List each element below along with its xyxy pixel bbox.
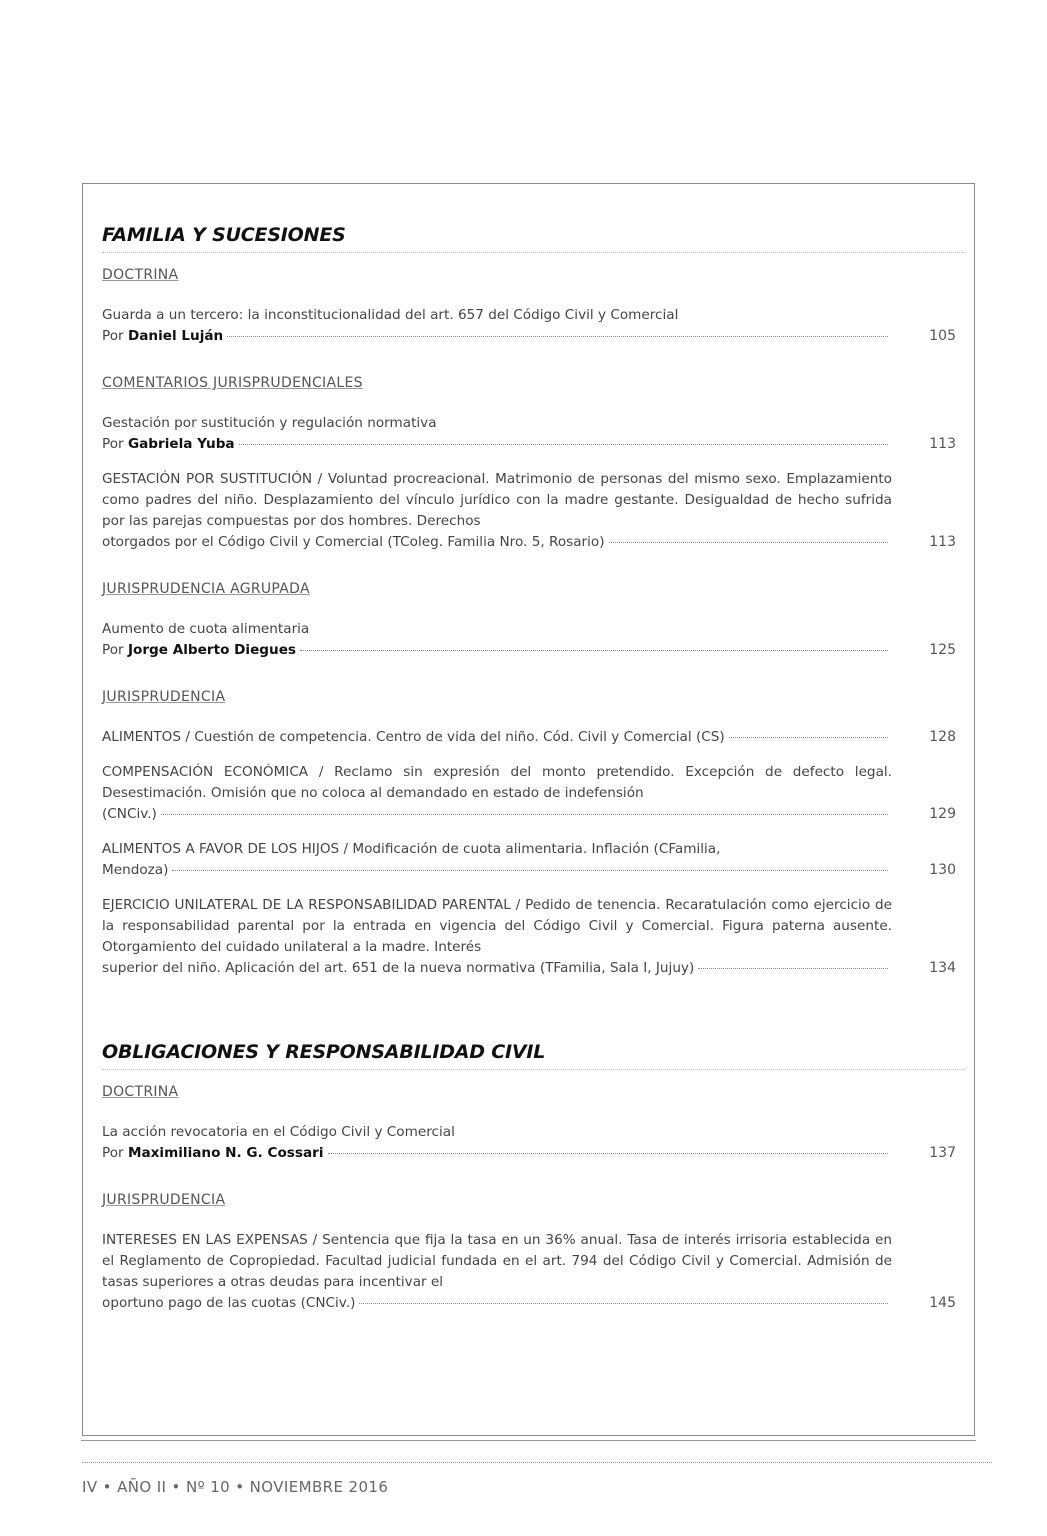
author-line — [102, 434, 892, 455]
page-number: 134 — [929, 960, 956, 976]
page-footer: IV • AÑO II • Nº 10 • NOVIEMBRE 2016 — [82, 1478, 389, 1496]
dot-leader — [227, 336, 888, 337]
author-prefix: Por — [102, 1145, 124, 1161]
dot-leader — [698, 968, 888, 969]
dot-leader — [359, 1303, 888, 1304]
entry-title: Gestación por sustitución y regulación normativa — [102, 415, 437, 431]
author-line — [102, 640, 892, 661]
subsection-heading: DOCTRINA — [102, 1084, 179, 1100]
subsection-heading: JURISPRUDENCIA AGRUPADA — [102, 581, 310, 597]
contents-frame — [82, 183, 975, 1436]
dot-leader — [328, 1153, 888, 1154]
author-name: Maximiliano N. G. Cossari — [127, 1145, 324, 1161]
entry-last-text: otorgados por el Código Civil y Comercial (TColeg. Familia Nro. 5, Rosario) — [102, 534, 605, 550]
section — [102, 1041, 964, 1336]
page-number: 128 — [929, 729, 956, 745]
entry-last-text: oportuno pago de las cuotas (CNCiv.) — [102, 1295, 356, 1311]
page-number: 137 — [929, 1145, 956, 1161]
author-name: Gabriela Yuba — [127, 436, 235, 452]
entry-body: INTERESES EN LAS EXPENSAS / Sentencia que fija la tasa en un 36% anual. Tasa de interés irrisoria establecida en el Reglamento de Copropiedad. Facultad judicial fundada en el art. 794 del Código Civil y Comercial. Admisión de tasas superiores a otras deudas para incentivar el — [102, 1232, 892, 1290]
toc-entry[interactable] — [102, 727, 964, 748]
entry-body: GESTACIÓN POR SUSTITUCIÓN / Voluntad procreacional. Matrimonio de personas del mismo sexo. Emplazamiento como padres del niño. Desplazamiento del vínculo jurídico con la madre gestante. Desigualdad de hecho sufrida por las parejas compuestas por dos hombres. Derechos — [102, 471, 892, 529]
group-gap — [102, 675, 964, 683]
entry-text — [102, 727, 892, 748]
entry-body: ALIMENTOS A FAVOR DE LOS HIJOS / Modificación de cuota alimentaria. Inflación (CFamilia, — [102, 841, 721, 857]
entry-last-line — [102, 1293, 892, 1314]
entry-title: Guarda a un tercero: la inconstitucionalidad del art. 657 del Código Civil y Comercial — [102, 307, 679, 323]
toc-entry[interactable] — [102, 413, 964, 455]
entry-title: Aumento de cuota alimentaria — [102, 621, 310, 637]
author-line — [102, 326, 892, 347]
page-number: 113 — [929, 534, 956, 550]
group-gap — [102, 1178, 964, 1186]
toc-entry[interactable] — [102, 839, 964, 881]
author-prefix: Por — [102, 642, 124, 658]
author-name: Jorge Alberto Diegues — [127, 642, 297, 658]
section-title: OBLIGACIONES Y RESPONSABILIDAD CIVIL — [102, 1041, 964, 1070]
author-name: Daniel Luján — [127, 328, 224, 344]
entry-body: COMPENSACIÓN ECONÓMICA / Reclamo sin expresión del monto pretendido. Excepción de defecto legal. Desestimación. Omisión que no coloca al demandado en estado de indefensión — [102, 764, 892, 801]
page-number: 145 — [929, 1295, 956, 1311]
entry-text — [102, 1230, 892, 1314]
toc-entry[interactable] — [102, 469, 964, 553]
footer-divider — [82, 1462, 992, 1463]
dot-leader — [300, 650, 888, 651]
page-number: 113 — [929, 436, 956, 452]
subsection-heading: JURISPRUDENCIA — [102, 689, 226, 705]
author-line — [102, 1143, 892, 1164]
entry-body: EJERCICIO UNILATERAL DE LA RESPONSABILIDAD PARENTAL / Pedido de tenencia. Recaratulación como ejercicio de la responsabilidad parental por la entrada en vigencia del Código Civil y Comercial. Figura paterna ausente. Otorgamiento del cuidado unilateral a la madre. Interés — [102, 897, 892, 955]
entry-last-text: Mendoza) — [102, 862, 169, 878]
entry-last-text: superior del niño. Aplicación del art. 651 de la nueva normativa (TFamilia, Sala I, Jujuy) — [102, 960, 695, 976]
group-gap — [102, 567, 964, 575]
entry-last-line — [102, 727, 892, 748]
entry-title: La acción revocatoria en el Código Civil y Comercial — [102, 1124, 455, 1140]
entry-text — [102, 469, 892, 553]
entry-text — [102, 895, 892, 979]
page-number: 125 — [929, 642, 956, 658]
entry-last-text: ALIMENTOS / Cuestión de competencia. Centro de vida del niño. Cód. Civil y Comercial (CS) — [102, 729, 725, 745]
author-prefix: Por — [102, 436, 124, 452]
page-number: 130 — [929, 862, 956, 878]
section-gap — [102, 1001, 964, 1041]
subsection-heading: JURISPRUDENCIA — [102, 1192, 226, 1208]
dot-leader — [172, 870, 888, 871]
entry-last-text: (CNCiv.) — [102, 806, 157, 822]
group-gap — [102, 361, 964, 369]
subsection-heading: DOCTRINA — [102, 267, 179, 283]
dot-leader — [609, 542, 888, 543]
toc-entry[interactable] — [102, 1230, 964, 1314]
toc-entry[interactable] — [102, 895, 964, 979]
entry-text — [102, 762, 892, 825]
author-prefix: Por — [102, 328, 124, 344]
entry-text — [102, 839, 892, 881]
dot-leader — [161, 814, 888, 815]
entry-last-line — [102, 532, 892, 553]
entry-last-line — [102, 804, 892, 825]
table-of-contents — [102, 224, 964, 1336]
toc-entry[interactable] — [102, 762, 964, 825]
toc-entry[interactable] — [102, 1122, 964, 1164]
section — [102, 224, 964, 1001]
entry-last-line — [102, 958, 892, 979]
section-title: FAMILIA Y SUCESIONES — [102, 224, 964, 253]
toc-entry[interactable] — [102, 619, 964, 661]
entry-last-line — [102, 860, 892, 881]
group-gap — [102, 993, 964, 1001]
group-gap — [102, 1328, 964, 1336]
toc-entry[interactable] — [102, 305, 964, 347]
page-number: 105 — [929, 328, 956, 344]
dot-leader — [729, 737, 888, 738]
page-number: 129 — [929, 806, 956, 822]
subsection-heading: COMENTARIOS JURISPRUDENCIALES — [102, 375, 363, 391]
dot-leader — [239, 444, 888, 445]
